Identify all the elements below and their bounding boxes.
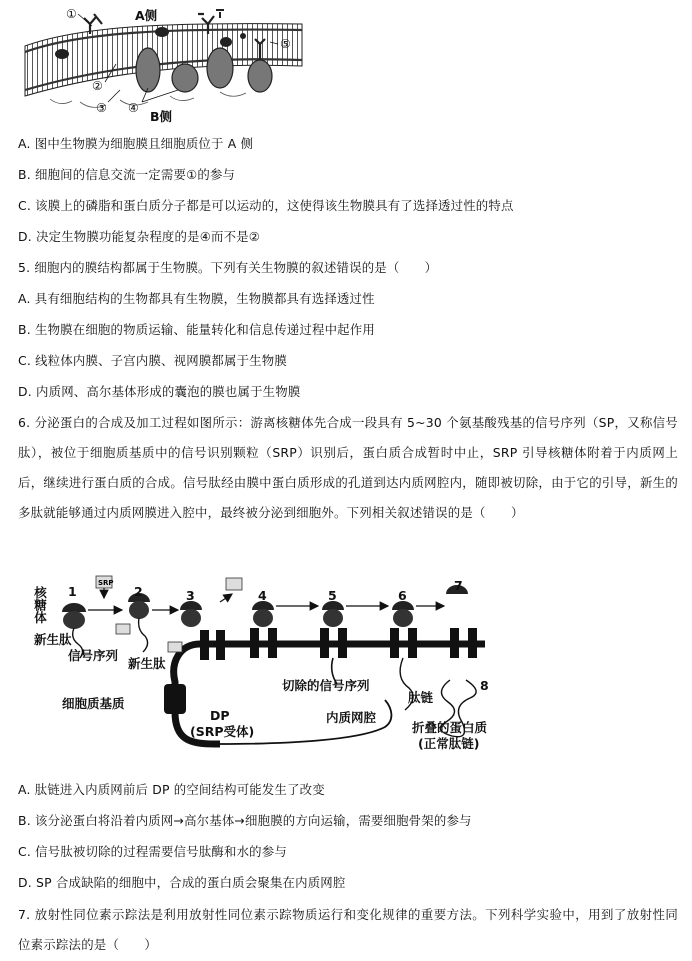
secretion-figure — [32, 572, 510, 762]
step-1: 1 — [68, 584, 77, 599]
q5-option-c: C. 线粒体内膜、子宫内膜、视网膜都属于生物膜 — [18, 353, 287, 368]
protein-transmembrane — [136, 48, 160, 92]
ribosome-4 — [252, 601, 274, 627]
ribosome-3 — [180, 601, 202, 627]
label-nascent-1: 新生肽 — [34, 632, 72, 647]
step-4: 4 — [258, 588, 267, 603]
q6-stem: 6. 分泌蛋白的合成及加工过程如图所示：游离核糖体先合成一段具有 5~30 个氨基酸残基的信号序列（SP，又称信号肽），被位于细胞质基质中的信号识别颗粒（SRP）识别后，蛋白质合成暂时中止，SRP 引导核糖体附着于内质网上后，继续进行蛋白质的合成。信号肽经由膜中蛋白质形成的孔道到达内质网腔内，随即被切除，由于它的引导，新生的多肽就能够通过内质网膜进入腔中，最终被分泌到细胞外。下列相关叙述错误的是（ ） — [18, 415, 678, 520]
label-nascent-2: 新生肽 — [128, 656, 166, 671]
q4-option-d: D. 决定生物膜功能复杂程度的是④而不是② — [18, 229, 261, 244]
label-4: ④ — [128, 101, 139, 115]
q6-option-d: D. SP 合成缺陷的细胞中，合成的蛋白质会聚集在内质网腔 — [18, 875, 346, 890]
label-srp: SRP — [98, 579, 114, 587]
step-6: 6 — [398, 588, 407, 603]
q6-option-b: B. 该分泌蛋白将沿着内质网→高尔基体→细胞膜的方向运输，需要细胞骨架的参与 — [18, 813, 472, 828]
dp-receptor — [164, 684, 186, 714]
q5-option-a: A. 具有细胞结构的生物都具有生物膜，生物膜都具有选择透过性 — [18, 291, 375, 306]
label-dp: DP — [210, 708, 230, 723]
label-cytosol: 细胞质基质 — [62, 696, 125, 711]
protein-peripheral — [55, 49, 69, 59]
step-5: 5 — [328, 588, 337, 603]
label-normal: (正常肽链) — [418, 736, 480, 751]
q6-option-c: C. 信号肽被切除的过程需要信号肽酶和水的参与 — [18, 844, 287, 859]
label-side-a: A侧 — [135, 8, 158, 23]
q4-option-b: B. 细胞间的信息交流一定需要①的参与 — [18, 167, 236, 182]
ribosome-1 — [62, 603, 86, 629]
step-8: 8 — [480, 678, 489, 693]
label-side-b: B侧 — [150, 109, 173, 124]
label-signal-seq: 信号序列 — [68, 648, 119, 663]
q5-stem: 5. 细胞内的膜结构都属于生物膜。下列有关生物膜的叙述错误的是（ ） — [18, 260, 438, 275]
label-3: ③ — [96, 101, 107, 115]
step-7: 7 — [454, 578, 463, 593]
q7-stem: 7. 放射性同位素示踪法是利用放射性同位素示踪物质运行和变化规律的重要方法。下列科学实验中，用到了放射性同位素示踪法的是（ ） — [18, 907, 678, 952]
ribosome-5 — [322, 601, 344, 627]
label-5: ⑤ — [280, 37, 291, 51]
membrane-figure — [20, 4, 310, 124]
q4-option-a: A. 图中生物膜为细胞膜且细胞质位于 A 侧 — [18, 136, 254, 151]
label-srp-receptor: (SRP受体) — [190, 724, 255, 739]
label-peptide: 肽链 — [408, 690, 434, 705]
q4-option-c: C. 该膜上的磷脂和蛋白质分子都是可以运动的，这使得该生物膜具有了选择透过性的特点 — [18, 198, 514, 213]
label-cut-signal: 切除的信号序列 — [282, 678, 370, 693]
label-2: ② — [92, 79, 103, 93]
q5-option-b: B. 生物膜在细胞的物质运输、能量转化和信息传递过程中起作用 — [18, 322, 375, 337]
label-1: ① — [66, 7, 77, 21]
label-ribosome: 核糖体 — [32, 586, 48, 624]
label-er-lumen: 内质网腔 — [326, 710, 377, 725]
step-2: 2 — [134, 584, 143, 599]
q5-option-d: D. 内质网、高尔基体形成的囊泡的膜也属于生物膜 — [18, 384, 301, 399]
ribosome-6 — [392, 601, 414, 627]
q6-option-a: A. 肽链进入内质网前后 DP 的空间结构可能发生了改变 — [18, 782, 325, 797]
label-folded: 折叠的蛋白质 — [412, 720, 488, 735]
step-3: 3 — [186, 588, 195, 603]
